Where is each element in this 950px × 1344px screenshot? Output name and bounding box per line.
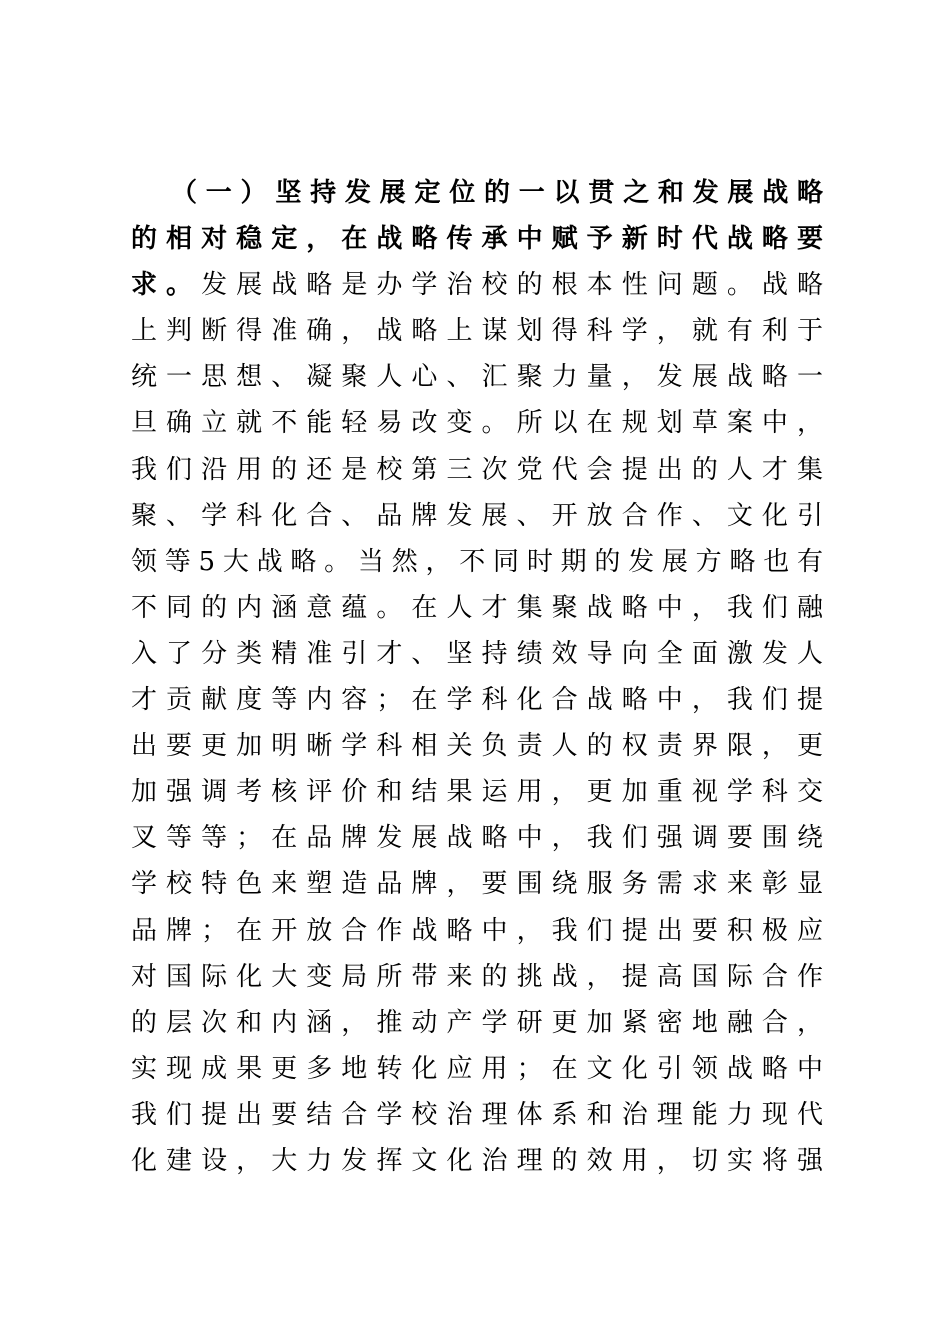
text-line <box>131 954 823 1000</box>
text-line <box>131 1138 823 1184</box>
body-text: 学校特色来塑造品牌，要围绕服务需求来彰显 <box>131 869 823 900</box>
body-text: 加强调考核评价和结果运用，更加重视学科交 <box>131 777 823 808</box>
text-line <box>131 815 823 861</box>
text-line <box>131 539 823 585</box>
body-text: 发展战略是办学治校的根本性问题。战略 <box>201 270 823 301</box>
body-text: 对国际化大变局所带来的挑战，提高国际合作 <box>131 961 823 992</box>
text-line <box>131 908 823 954</box>
body-text: 我们沿用的还是校第三次党代会提出的人才集 <box>131 454 823 485</box>
body-text: 实现成果更多地转化应用；在文化引领战略中 <box>131 1053 823 1084</box>
text-line <box>131 1046 823 1092</box>
text-line <box>131 354 823 400</box>
text-line <box>131 493 823 539</box>
body-text: 的层次和内涵，推动产学研更加紧密地融合， <box>131 1007 823 1038</box>
text-line <box>131 631 823 677</box>
text-line <box>131 400 823 446</box>
body-text: 才贡献度等内容；在学科化合战略中，我们提 <box>131 685 823 716</box>
body-text: 品牌；在开放合作战略中，我们提出要积极应 <box>131 915 823 946</box>
text-line <box>131 723 823 769</box>
body-text: 叉等等；在品牌发展战略中，我们强调要围绕 <box>131 823 823 854</box>
body-paragraph <box>131 170 823 1184</box>
body-text: 统一思想、凝聚人心、汇聚力量，发展战略一 <box>131 362 823 393</box>
body-text: 不同的内涵意蕴。在人才集聚战略中，我们融 <box>131 592 823 623</box>
body-text: 领等5大战略。当然，不同时期的发展方略也有 <box>131 546 823 577</box>
text-line <box>131 1092 823 1138</box>
text-line <box>131 585 823 631</box>
text-line <box>131 170 823 216</box>
text-line <box>131 447 823 493</box>
bold-heading-text: 求。 <box>131 270 202 301</box>
bold-heading-text: 的相对稳定，在战略传承中赋予新时代战略要 <box>131 224 823 255</box>
body-text: 旦确立就不能轻易改变。所以在规划草案中， <box>131 408 823 439</box>
body-text: 入了分类精准引才、坚持绩效导向全面激发人 <box>131 638 823 669</box>
text-line <box>131 216 823 262</box>
body-text: 化建设，大力发挥文化治理的效用，切实将强 <box>131 1145 823 1176</box>
text-line <box>131 769 823 815</box>
text-line <box>131 1000 823 1046</box>
text-line <box>131 677 823 723</box>
text-line <box>131 262 823 308</box>
text-line <box>131 861 823 907</box>
body-text: 出要更加明晰学科相关负责人的权责界限，更 <box>131 731 823 762</box>
bold-heading-text: （一）坚持发展定位的一以贯之和发展战略 <box>171 178 823 208</box>
body-text: 我们提出要结合学校治理体系和治理能力现代 <box>131 1099 823 1130</box>
body-text: 上判断得准确，战略上谋划得科学，就有利于 <box>131 316 823 347</box>
text-line <box>131 308 823 354</box>
body-text: 聚、学科化合、品牌发展、开放合作、文化引 <box>131 500 823 531</box>
